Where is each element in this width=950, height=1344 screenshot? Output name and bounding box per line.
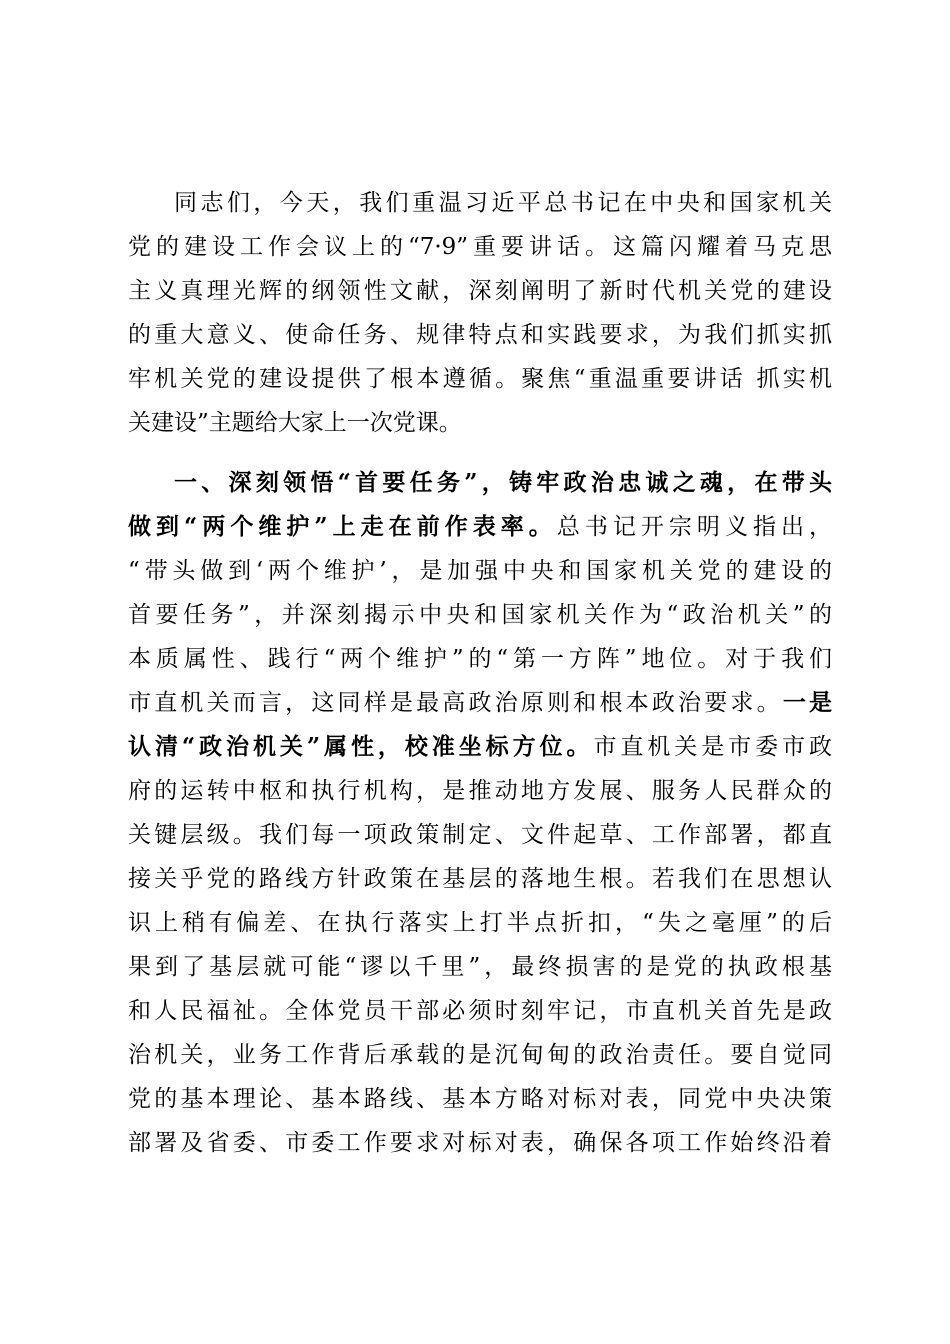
section-1-line: 关键层级。我们每一项政策制定、文件起草、工作部署，都直 <box>128 822 832 848</box>
section-1-line: 识上稍有偏差、在执行落实上打半点折扣，“失之毫厘”的后 <box>128 910 832 936</box>
intro-paragraph <box>128 181 832 445</box>
intro-line: 主义真理光辉的纲领性文献，深刻阐明了新时代机关党的建设 <box>128 278 832 304</box>
section-1-line: 接关乎党的路线方针政策在基层的落地生根。若我们在思想认 <box>128 866 832 892</box>
section-1-heading-tail: 做到“两个维护”上走在前作表率。 <box>128 513 557 540</box>
section-1-text: 市直机关是市委市政 <box>593 734 832 760</box>
section-1-text: 总书记开宗明义指出， <box>556 514 832 540</box>
section-1-paragraph <box>128 461 832 1165</box>
section-1-text: 市直机关而言，这同样是最高政治原则和根本政治要求。 <box>128 690 783 716</box>
point-one-heading: 认清“政治机关”属性，校准坐标方位。 <box>128 733 594 760</box>
section-1-line: 首要任务”，并深刻揭示中央和国家机关作为“政治机关”的 <box>128 602 832 628</box>
intro-line: 党的建设工作会议上的“7·9”重要讲话。这篇闪耀着马克思 <box>128 234 832 260</box>
section-1-line <box>128 681 832 725</box>
intro-line: 牢机关党的建设提供了根本遵循。聚焦“重温重要讲话 抓实机 <box>128 366 832 392</box>
section-1-line <box>128 725 832 769</box>
section-1-line: “带头做到‘两个维护’，是加强中央和国家机关党的建设的 <box>128 558 832 584</box>
section-1-line: 果到了基层就可能“谬以千里”，最终损害的是党的执政根基 <box>128 954 832 980</box>
intro-line: 关建设”主题给大家上一次党课。 <box>128 410 462 436</box>
intro-line: 的重大意义、使命任务、规律特点和实践要求，为我们抓实抓 <box>128 322 832 348</box>
section-1-line: 府的运转中枢和执行机构，是推动地方发展、服务人民群众的 <box>128 778 832 804</box>
section-1-line: 和人民福祉。全体党员干部必须时刻牢记，市直机关首先是政 <box>128 998 832 1024</box>
section-1-line: 治机关，业务工作背后承载的是沉甸甸的政治责任。要自觉同 <box>128 1042 832 1068</box>
section-1-heading: 一、深刻领悟“首要任务”，铸牢政治忠诚之魂，在带头 <box>174 469 832 496</box>
section-1-line: 部署及省委、市委工作要求对标对表，确保各项工作始终沿着 <box>128 1130 832 1156</box>
intro-line: 同志们，今天，我们重温习近平总书记在中央和国家机关 <box>174 190 832 216</box>
section-1-line <box>128 505 832 549</box>
section-1-line: 本质属性、践行“两个维护”的“第一方阵”地位。对于我们 <box>128 646 832 672</box>
point-one-label: 一是 <box>782 689 832 716</box>
section-1-line: 党的基本理论、基本路线、基本方略对标对表，同党中央决策 <box>128 1086 832 1112</box>
